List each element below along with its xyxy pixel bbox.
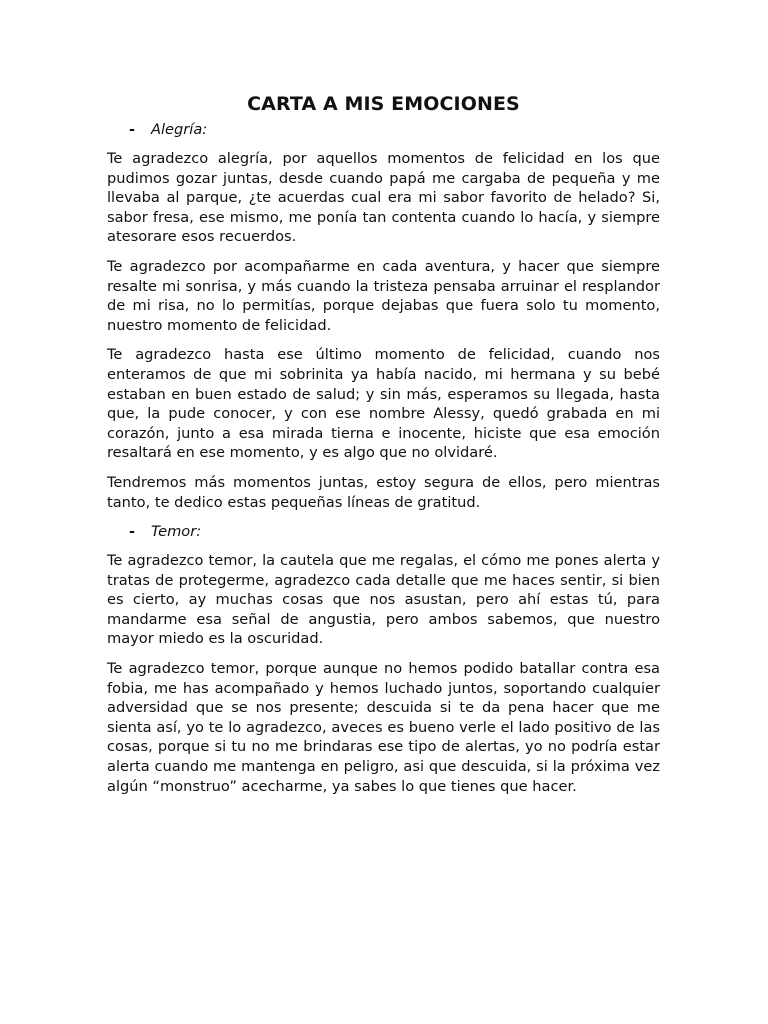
- paragraph: Te agradezco temor, la cautela que me regalas, el cómo me pones alerta y tratas de protegerme, agradezco cada detalle que me haces sentir, si bien es cierto, ay muchas cosas que nos asustan, pero ahí estas tú, para mandarme esa señal de angustia, pero ambos sabemos, que nuestro mayor miedo es la oscuridad.: [107, 552, 660, 648]
- paragraph: Te agradezco alegría, por aquellos momentos de felicidad en los que pudimos gozar juntas, desde cuando papá me cargaba de pequeña y me llevaba al parque, ¿te acuerdas cual era mi sabor favorito de helado? Si, sabor fresa, ese mismo, me ponía tan contenta cuando lo hacía, y siempre atesorare esos recuerdos.: [107, 150, 660, 246]
- paragraph: Te agradezco temor, porque aunque no hemos podido batallar contra esa fobia, me has acompañado y hemos luchado juntos, soportando cualquier adversidad que se nos presente; descuida si te da pena hacer que me sienta así, yo te lo agradezco, aveces es bueno verle el lado positivo de las cosas, porque si tu no me brindaras ese tipo de alertas, yo no podría estar alerta cuando me mantenga en peligro, asi que descuida, si la próxima vez algún “monstruo” acecharme, ya sabes lo que tienes que hacer.: [107, 660, 660, 795]
- document-title: CARTA A MIS EMOCIONES: [247, 93, 520, 115]
- paragraph: Tendremos más momentos juntas, estoy segura de ellos, pero mientras tanto, te dedico estas pequeñas líneas de gratitud.: [107, 473, 660, 511]
- section-heading-alegria: [107, 120, 660, 139]
- section-heading-label: Temor:: [151, 523, 202, 541]
- bullet-marker: -: [129, 121, 136, 138]
- section-heading-label: Alegría:: [151, 121, 208, 138]
- section-heading-temor: [107, 522, 660, 541]
- paragraph: Te agradezco hasta ese último momento de felicidad, cuando nos enteramos de que mi sobrinita ya había nacido, mi hermana y su bebé estaban en buen estado de salud; y sin más, esperamos su llegada, hasta que, la pude conocer, y con ese nombre Alessy, quedó grabada en mi corazón, junto a esa mirada tierna e inocente, hiciste que esa emoción resaltará en ese momento, y es algo que no olvidaré.: [107, 346, 660, 462]
- paragraph: Te agradezco por acompañarme en cada aventura, y hacer que siempre resalte mi sonrisa, y más cuando la tristeza pensaba arruinar el resplandor de mi risa, no lo permitías, porque dejabas que fuera solo tu momento, nuestro momento de felicidad.: [107, 257, 660, 334]
- bullet-marker: -: [129, 523, 136, 541]
- document-page: [107, 91, 660, 806]
